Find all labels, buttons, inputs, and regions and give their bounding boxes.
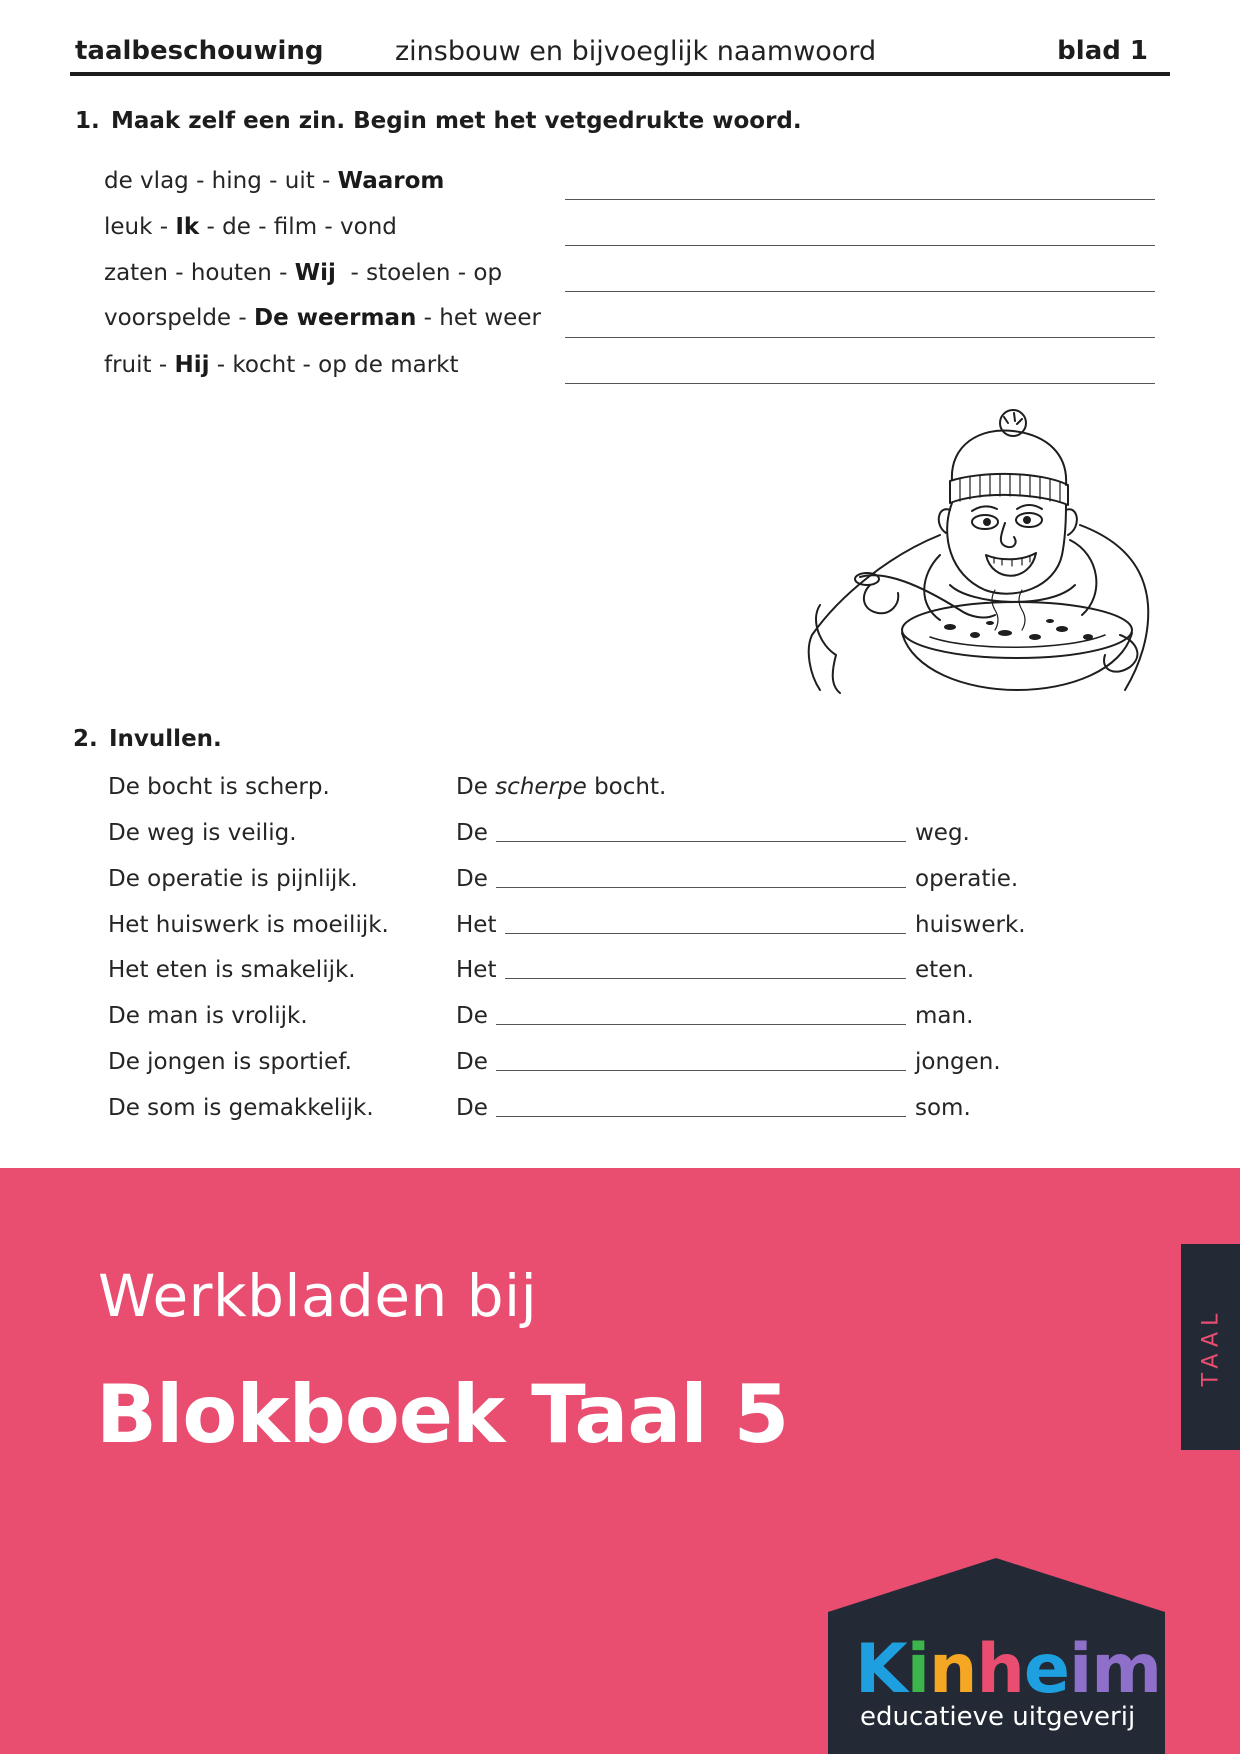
- answer-line[interactable]: [565, 245, 1155, 246]
- phrase-part: fruit -: [104, 352, 175, 378]
- phrase-row: [104, 168, 444, 194]
- boy-eating-soup-illustration: [800, 405, 1152, 700]
- example-noun: bocht.: [594, 774, 667, 800]
- exercise-2-title: [73, 726, 222, 752]
- topic-label: zinsbouw en bijvoeglijk naamwoord: [395, 36, 877, 67]
- answer-line[interactable]: [565, 291, 1155, 292]
- given-sentence: De jongen is sportief.: [108, 1049, 352, 1075]
- fill-in-line[interactable]: [496, 841, 906, 842]
- bold-start-word: Hij: [174, 352, 210, 378]
- footer-title: Blokboek Taal 5: [96, 1368, 789, 1461]
- answer-line[interactable]: [565, 199, 1155, 200]
- fill-in-line[interactable]: [496, 1070, 906, 1071]
- example-adjective: scherpe: [495, 774, 587, 800]
- article: De: [456, 1003, 488, 1029]
- exercise-1-title: [75, 108, 802, 134]
- publisher-tagline: educatieve uitgeverij: [860, 1702, 1136, 1732]
- example-article: De: [456, 774, 488, 800]
- phrase-part: - kocht - op de markt: [209, 352, 459, 378]
- noun: operatie.: [915, 866, 1019, 892]
- phrase-part: de vlag - hing - uit -: [104, 168, 338, 194]
- bold-start-word: Waarom: [337, 168, 445, 194]
- publisher-letter: m: [1091, 1630, 1162, 1709]
- phrase-row: [104, 214, 397, 240]
- given-sentence: De weg is veilig.: [108, 820, 297, 846]
- given-sentence: Het huiswerk is moeilijk.: [108, 912, 389, 938]
- noun: man.: [915, 1003, 974, 1029]
- publisher-name: [855, 1630, 1161, 1709]
- bold-start-word: Wij: [294, 260, 336, 286]
- phrase-row: [104, 305, 541, 331]
- phrase-part: leuk -: [104, 214, 176, 240]
- footer-subtitle: Werkbladen bij: [98, 1262, 538, 1330]
- example-sentence: De bocht is scherp.: [108, 774, 330, 800]
- article: Het: [456, 912, 497, 938]
- publisher-letter: n: [929, 1630, 977, 1709]
- fill-in-line[interactable]: [505, 978, 906, 979]
- exercise-1-instruction: Maak zelf een zin. Begin met het vetgedrukte woord.: [111, 108, 802, 134]
- phrase-part: - het weer: [416, 305, 541, 331]
- publisher-letter: i: [906, 1630, 930, 1709]
- sheet-number: blad 1: [1057, 36, 1148, 66]
- article: Het: [456, 957, 497, 983]
- noun: weg.: [915, 820, 970, 846]
- side-tab: [1181, 1244, 1240, 1450]
- noun: som.: [915, 1095, 971, 1121]
- publisher-letter: e: [1023, 1630, 1069, 1709]
- phrase-part: - de - film - vond: [199, 214, 397, 240]
- article: De: [456, 1049, 488, 1075]
- bold-start-word: De weerman: [254, 305, 417, 331]
- fill-in-line[interactable]: [496, 887, 906, 888]
- fill-in-line[interactable]: [496, 1024, 906, 1025]
- bold-start-word: Ik: [175, 214, 200, 240]
- given-sentence: De operatie is pijnlijk.: [108, 866, 358, 892]
- publisher-letter: h: [976, 1630, 1024, 1709]
- fill-in-line[interactable]: [505, 933, 906, 934]
- given-sentence: Het eten is smakelijk.: [108, 957, 356, 983]
- side-tab-label: TAAL: [1198, 1307, 1223, 1387]
- article: De: [456, 866, 488, 892]
- exercise-1-number: 1.: [75, 108, 100, 134]
- subject-label: taalbeschouwing: [75, 36, 324, 66]
- given-sentence: De man is vrolijk.: [108, 1003, 308, 1029]
- phrase-row: [104, 352, 459, 378]
- phrase-part: - stoelen - op: [335, 260, 503, 286]
- example-answer: [456, 774, 666, 800]
- phrase-part: voorspelde -: [104, 305, 255, 331]
- publisher-letter: i: [1068, 1630, 1092, 1709]
- header-rule: [70, 72, 1170, 76]
- exercise-2-number: 2.: [73, 726, 98, 752]
- noun: eten.: [915, 957, 975, 983]
- article: De: [456, 820, 488, 846]
- given-sentence: De som is gemakkelijk.: [108, 1095, 374, 1121]
- article: De: [456, 1095, 488, 1121]
- publisher-letter: K: [855, 1630, 907, 1709]
- phrase-row: [104, 260, 502, 286]
- answer-line[interactable]: [565, 383, 1155, 384]
- phrase-part: zaten - houten -: [104, 260, 295, 286]
- answer-line[interactable]: [565, 337, 1155, 338]
- fill-in-line[interactable]: [496, 1116, 906, 1117]
- exercise-2-instruction: Invullen.: [109, 726, 222, 752]
- noun: huiswerk.: [915, 912, 1026, 938]
- noun: jongen.: [915, 1049, 1001, 1075]
